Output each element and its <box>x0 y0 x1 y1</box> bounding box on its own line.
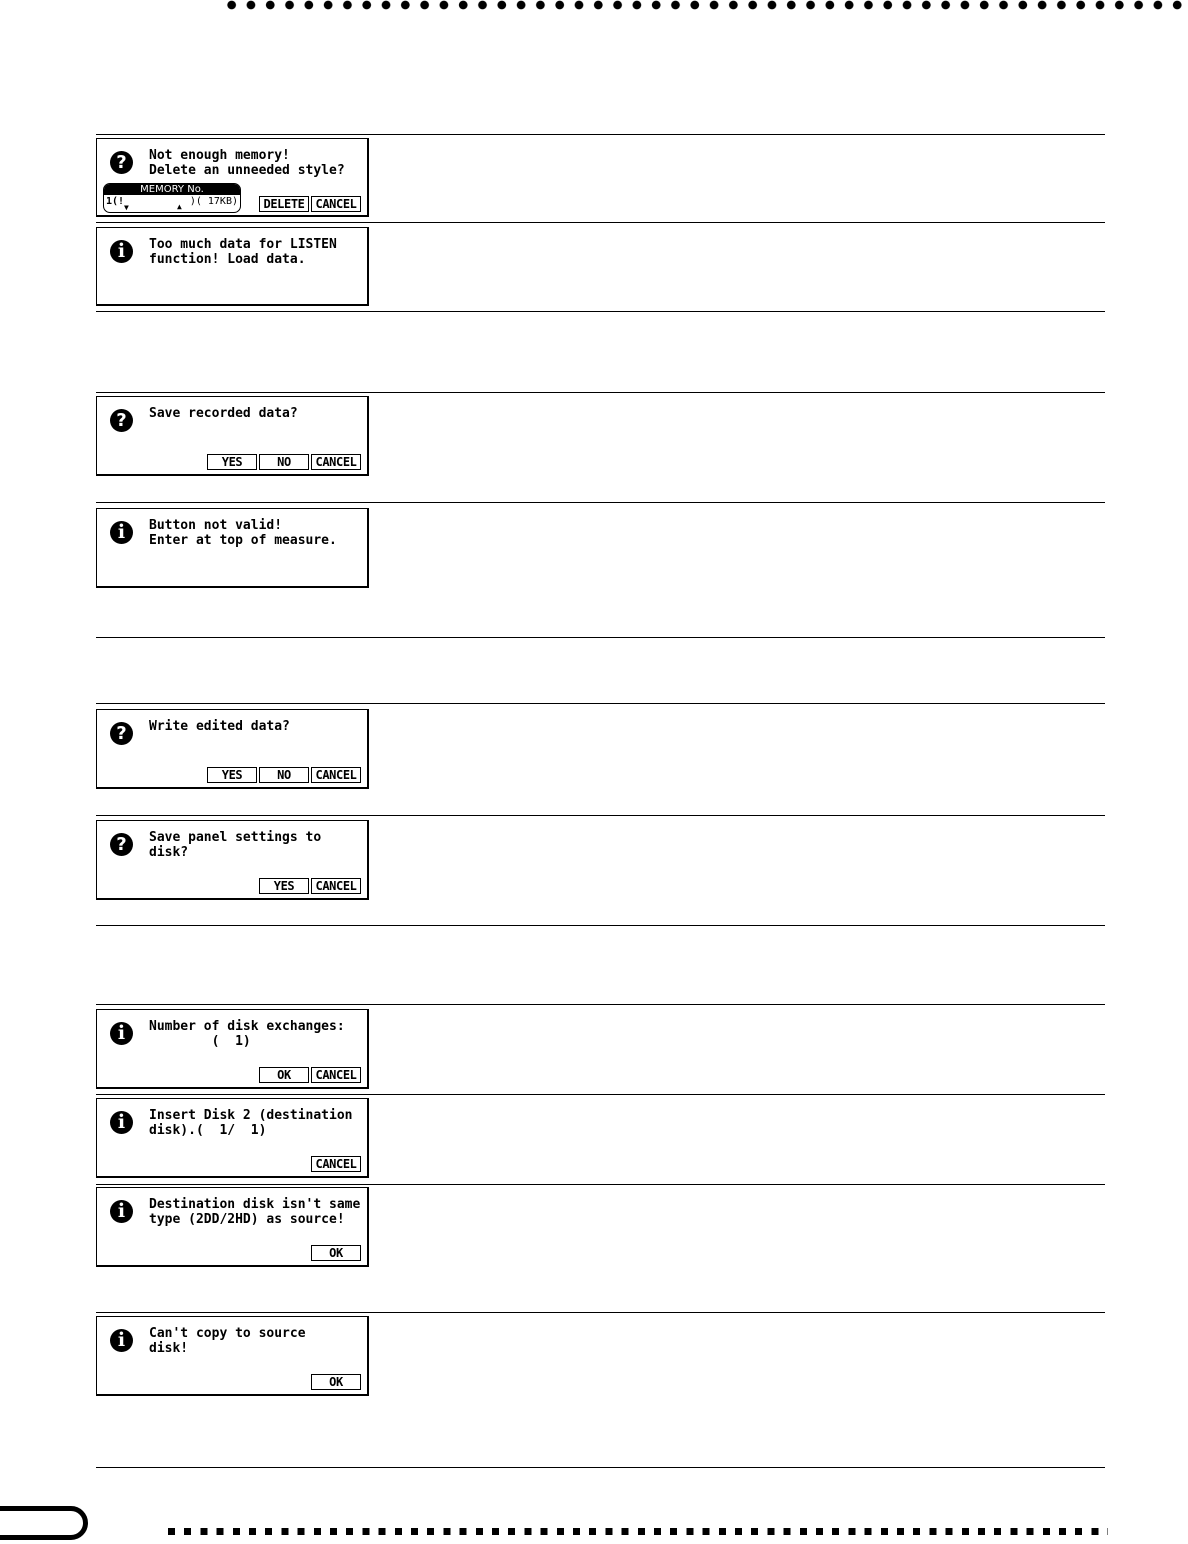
rule <box>96 1312 1105 1313</box>
cancel-button[interactable]: CANCEL <box>311 878 361 894</box>
info-icon: i <box>110 1200 133 1223</box>
delete-button[interactable]: DELETE <box>259 196 309 212</box>
triangle-up-icon[interactable]: ▲ <box>177 202 182 211</box>
lcd-screen-insert-disk <box>96 1098 369 1178</box>
cancel-button[interactable]: CANCEL <box>311 454 361 470</box>
screen-message: Write edited data? <box>149 719 290 734</box>
lcd-screen-not-enough-memory <box>96 138 369 217</box>
lcd-screen-save-panel-settings <box>96 820 369 900</box>
yes-button[interactable]: YES <box>207 767 257 783</box>
cancel-button[interactable]: CANCEL <box>311 196 361 212</box>
lcd-screen-destination-disk-type <box>96 1187 369 1267</box>
cancel-button[interactable]: CANCEL <box>311 1067 361 1083</box>
rule <box>96 222 1105 223</box>
rule <box>96 502 1105 503</box>
lcd-screen-cant-copy-source <box>96 1316 369 1396</box>
triangle-down-icon[interactable]: ▼ <box>124 203 129 212</box>
yes-button[interactable]: YES <box>207 454 257 470</box>
bottom-dashed-border <box>168 1528 1108 1538</box>
question-icon: ? <box>110 409 133 432</box>
rule <box>96 703 1105 704</box>
rule <box>96 925 1105 926</box>
yes-button[interactable]: YES <box>259 878 309 894</box>
no-button[interactable]: NO <box>259 767 309 783</box>
screen-message: Too much data for LISTEN function! Load data. <box>149 237 337 267</box>
screen-message: Insert Disk 2 (destination disk).( 1/ 1) <box>149 1108 353 1138</box>
memory-number-value: 1(! <box>106 196 125 207</box>
info-icon: i <box>110 1111 133 1134</box>
lcd-screen-save-recorded-data <box>96 396 369 476</box>
cancel-button[interactable]: CANCEL <box>311 1156 361 1172</box>
memory-number-box <box>103 183 241 213</box>
memory-size-value: )( 17KB) <box>189 196 238 207</box>
info-icon: i <box>110 1022 133 1045</box>
lcd-screen-too-much-data <box>96 227 369 306</box>
screen-message: Save panel settings to disk? <box>149 830 322 860</box>
screen-message: Destination disk isn't same type (2DD/2HD) as source! <box>149 1197 361 1227</box>
ok-button[interactable]: OK <box>259 1067 309 1083</box>
question-icon: ? <box>110 833 133 856</box>
top-dotted-border <box>222 0 1188 10</box>
page-number-tab <box>0 1506 88 1540</box>
lcd-screen-disk-exchanges <box>96 1009 369 1089</box>
rule <box>96 1184 1105 1185</box>
screen-message: Number of disk exchanges: ( 1) <box>149 1019 345 1049</box>
no-button[interactable]: NO <box>259 454 309 470</box>
screen-message: Not enough memory! Delete an unneeded style? <box>149 148 345 178</box>
rule <box>96 1004 1105 1005</box>
lcd-screen-write-edited-data <box>96 709 369 789</box>
info-icon: i <box>110 1329 133 1352</box>
screen-message: Button not valid! Enter at top of measure. <box>149 518 337 548</box>
rule <box>96 392 1105 393</box>
screen-message: Save recorded data? <box>149 406 298 421</box>
lcd-screen-button-not-valid <box>96 508 369 588</box>
info-icon: i <box>110 240 133 263</box>
rule <box>96 311 1105 312</box>
rule <box>96 815 1105 816</box>
question-icon: ? <box>110 722 133 745</box>
ok-button[interactable]: OK <box>311 1374 361 1390</box>
rule <box>96 1094 1105 1095</box>
info-icon: i <box>110 521 133 544</box>
screen-message: Can't copy to source disk! <box>149 1326 306 1356</box>
cancel-button[interactable]: CANCEL <box>311 767 361 783</box>
memory-number-label: MEMORY No. <box>104 184 240 195</box>
question-icon: ? <box>110 151 133 174</box>
rule <box>96 134 1105 135</box>
rule <box>96 637 1105 638</box>
rule <box>96 1467 1105 1468</box>
ok-button[interactable]: OK <box>311 1245 361 1261</box>
